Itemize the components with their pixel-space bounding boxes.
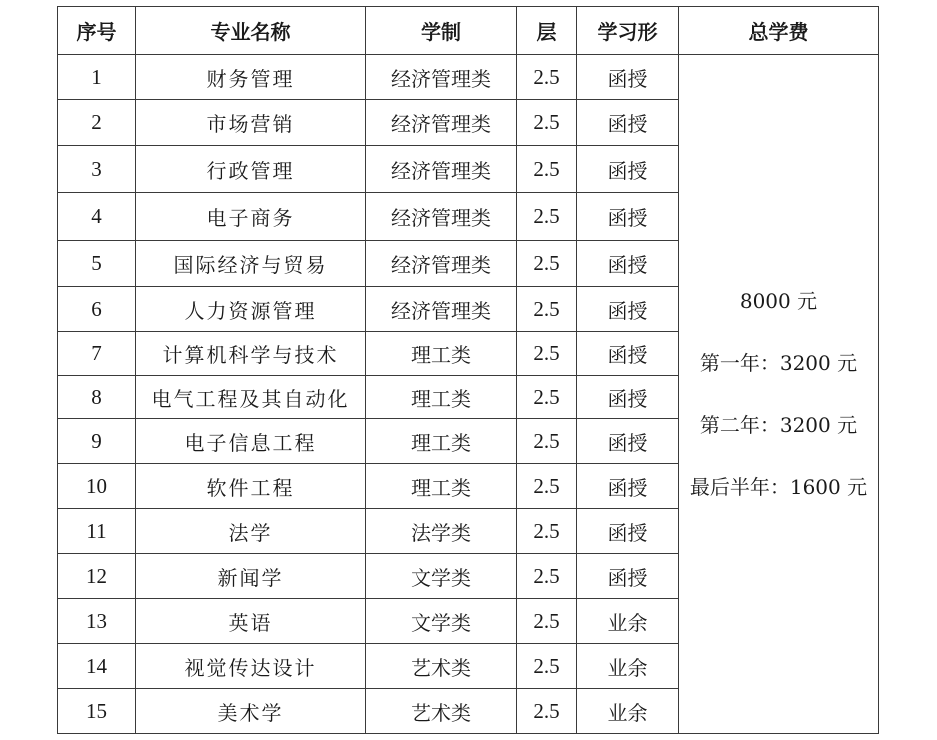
row-major: 视觉传达设计 [136, 644, 366, 689]
row-major: 电子信息工程 [136, 419, 366, 464]
row-category: 艺术类 [366, 689, 517, 734]
row-level: 2.5 [517, 146, 577, 193]
row-level: 2.5 [517, 554, 577, 599]
row-category: 经济管理类 [366, 287, 517, 332]
row-mode: 业余 [577, 689, 679, 734]
row-level: 2.5 [517, 100, 577, 146]
row-major: 美术学 [136, 689, 366, 734]
row-mode: 函授 [577, 146, 679, 193]
row-mode: 业余 [577, 644, 679, 689]
row-category: 理工类 [366, 464, 517, 509]
row-category: 理工类 [366, 419, 517, 464]
row-level: 2.5 [517, 376, 577, 419]
header-level: 层 [517, 7, 577, 55]
row-mode: 函授 [577, 376, 679, 419]
row-category: 文学类 [366, 554, 517, 599]
row-major: 电气工程及其自动化 [136, 376, 366, 419]
row-level: 2.5 [517, 464, 577, 509]
row-category: 经济管理类 [366, 193, 517, 241]
row-mode: 函授 [577, 332, 679, 376]
row-mode: 函授 [577, 464, 679, 509]
header-category: 学制 [366, 7, 517, 55]
row-mode: 函授 [577, 509, 679, 554]
header-major: 专业名称 [136, 7, 366, 55]
row-major: 财务管理 [136, 55, 366, 100]
header-mode: 学习形 [577, 7, 679, 55]
row-category: 理工类 [366, 332, 517, 376]
row-mode: 函授 [577, 55, 679, 100]
row-major: 国际经济与贸易 [136, 241, 366, 287]
row-level: 2.5 [517, 287, 577, 332]
row-category: 经济管理类 [366, 100, 517, 146]
row-major: 软件工程 [136, 464, 366, 509]
majors-fee-table [57, 6, 879, 734]
row-index: 13 [58, 599, 136, 644]
header-fee: 总学费 [679, 7, 879, 55]
row-index: 2 [58, 100, 136, 146]
row-major: 行政管理 [136, 146, 366, 193]
row-level: 2.5 [517, 193, 577, 241]
row-index: 7 [58, 332, 136, 376]
row-major: 电子商务 [136, 193, 366, 241]
row-index: 1 [58, 55, 136, 100]
table-row [58, 55, 879, 100]
row-mode: 函授 [577, 100, 679, 146]
row-index: 11 [58, 509, 136, 554]
row-index: 4 [58, 193, 136, 241]
row-level: 2.5 [517, 509, 577, 554]
row-index: 3 [58, 146, 136, 193]
row-category: 文学类 [366, 599, 517, 644]
row-level: 2.5 [517, 419, 577, 464]
row-major: 计算机科学与技术 [136, 332, 366, 376]
row-index: 14 [58, 644, 136, 689]
row-major: 法学 [136, 509, 366, 554]
fee-total: 8000 元 [739, 289, 818, 313]
fee-year-one: 第一年：3200 元 [699, 351, 858, 375]
row-category: 理工类 [366, 376, 517, 419]
row-major: 新闻学 [136, 554, 366, 599]
row-level: 2.5 [517, 689, 577, 734]
row-major: 市场营销 [136, 100, 366, 146]
row-category: 艺术类 [366, 644, 517, 689]
row-level: 2.5 [517, 55, 577, 100]
fee-final-half-year: 最后半年：1600 元 [689, 475, 868, 499]
row-category: 经济管理类 [366, 55, 517, 100]
row-level: 2.5 [517, 332, 577, 376]
header-index: 序号 [58, 7, 136, 55]
row-index: 12 [58, 554, 136, 599]
row-category: 经济管理类 [366, 146, 517, 193]
row-category: 法学类 [366, 509, 517, 554]
row-major: 人力资源管理 [136, 287, 366, 332]
row-mode: 业余 [577, 599, 679, 644]
row-category: 经济管理类 [366, 241, 517, 287]
row-index: 8 [58, 376, 136, 419]
row-mode: 函授 [577, 419, 679, 464]
row-index: 15 [58, 689, 136, 734]
row-major: 英语 [136, 599, 366, 644]
row-index: 9 [58, 419, 136, 464]
fee-year-two: 第二年：3200 元 [699, 413, 858, 437]
row-mode: 函授 [577, 287, 679, 332]
row-mode: 函授 [577, 193, 679, 241]
row-index: 10 [58, 464, 136, 509]
row-level: 2.5 [517, 599, 577, 644]
fee-table-container [57, 6, 879, 734]
row-mode: 函授 [577, 241, 679, 287]
table-header-row [58, 7, 879, 55]
row-level: 2.5 [517, 644, 577, 689]
row-index: 5 [58, 241, 136, 287]
total-fee-cell [679, 55, 879, 734]
row-mode: 函授 [577, 554, 679, 599]
row-level: 2.5 [517, 241, 577, 287]
row-index: 6 [58, 287, 136, 332]
